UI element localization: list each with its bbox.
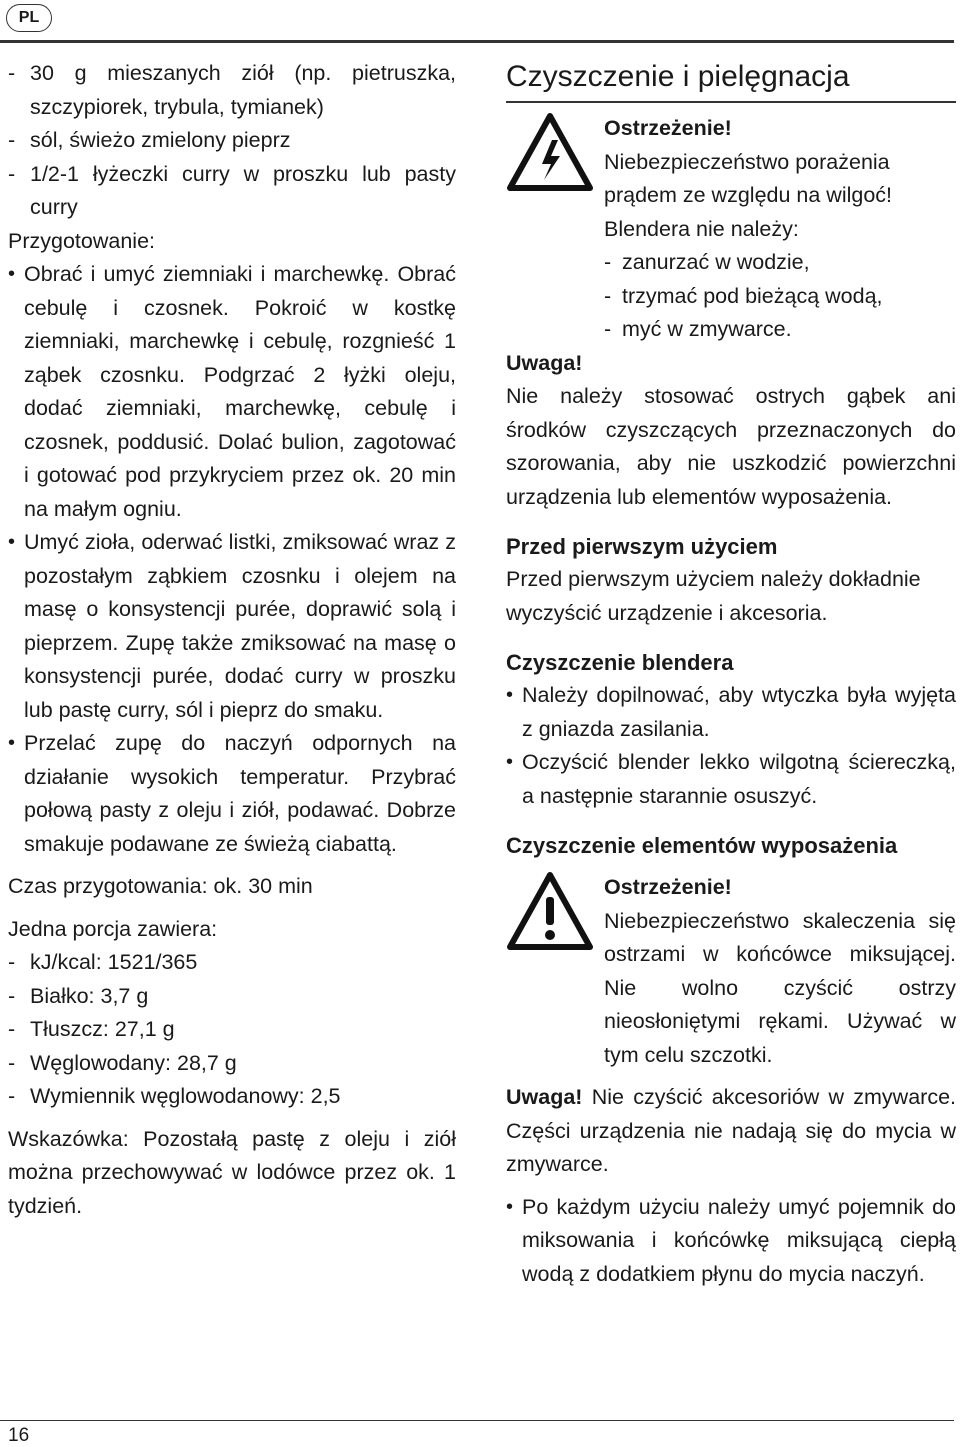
- preparation-time: Czas przygotowania: ok. 30 min: [8, 874, 313, 898]
- step-text: Umyć zioła, oderwać listki, zmiksować wraz z pozostałym ząbkiem czosnku i olejem na masę o konsystencji purée, doprawić solą i pieprzem. Zupę także zmiksować na masę o konsystencji purée, dodać curry w proszku lub pastę curry, sól i pieprz do smaku.: [24, 530, 456, 722]
- accessories-cleaning-heading: Czyszczenie elementów wyposażenia: [506, 833, 898, 858]
- list-item-text: Oczyścić blender lekko wilgotną ściereczką, a następnie starannie osuszyć.: [522, 750, 956, 808]
- storage-tip: Wskazówka: Pozostałą pastę z oleju i ziół można przechowywać w lodówce przez ok. 1 tydzień.: [8, 1126, 456, 1218]
- note-text: Nie należy stosować ostrych gąbek ani środków czyszczących przeznaczonych do szorowania, aby nie uszkodzić powierzchni urządzenia lub elementów wyposażenia.: [506, 384, 956, 509]
- note-label: Uwaga!: [506, 350, 583, 375]
- bullet-marker: •: [506, 1195, 514, 1218]
- dash-marker: -: [8, 983, 16, 1008]
- accessories-note: [506, 1081, 956, 1182]
- dash-marker: -: [8, 61, 16, 85]
- blade-warning-text: [604, 871, 956, 1072]
- preparation-heading: Przygotowanie:: [8, 228, 155, 253]
- page-number: 16: [8, 1425, 30, 1446]
- preparation-step: [8, 727, 456, 861]
- ingredient-item: [8, 57, 456, 124]
- first-use-text: Przed pierwszym użyciem należy dokładnie wyczyścić urządzenie i akcesoria.: [506, 567, 921, 625]
- warning-item-text: myć w zmywarce.: [622, 317, 792, 341]
- nutrition-heading: Jedna porcja zawiera:: [8, 916, 218, 941]
- ingredient-text: 1/2-1 łyżeczki curry w proszku lub pasty curry: [30, 161, 456, 219]
- preparation-step: [8, 526, 456, 727]
- warning-item: [604, 246, 956, 280]
- warning-item: [604, 313, 956, 347]
- warning-item-text: zanurzać w wodzie,: [622, 250, 810, 274]
- electric-warning-text: [604, 112, 956, 347]
- dash-marker: -: [8, 1050, 16, 1075]
- ingredient-item: [8, 158, 456, 225]
- language-badge: PL: [6, 4, 52, 32]
- nutrition-text: Węglowodany: 28,7 g: [30, 1050, 237, 1075]
- list-item: [506, 679, 956, 746]
- bullet-marker: •: [506, 684, 514, 706]
- nutrition-item: [8, 946, 456, 980]
- dash-marker: -: [8, 1017, 16, 1041]
- warning-title: Ostrzeżenie!: [604, 116, 732, 140]
- nutrition-text: Białko: 3,7 g: [30, 983, 149, 1008]
- blender-cleaning-heading: Czyszczenie blendera: [506, 650, 734, 675]
- dash-marker: -: [8, 128, 16, 152]
- nutrition-text: kJ/kcal: 1521/365: [30, 950, 198, 974]
- list-item: [506, 1191, 956, 1292]
- ingredient-item: [8, 124, 456, 158]
- warning-item: [604, 280, 956, 314]
- nutrition-item: [8, 1047, 456, 1081]
- bullet-marker: •: [8, 263, 16, 285]
- ingredient-text: sól, świeżo zmielony pieprz: [30, 128, 291, 152]
- note-text: Nie czyścić akcesoriów w zmywarce. Części urządzenia nie nadają się do mycia w zmywarce.: [506, 1085, 957, 1176]
- nutrition-item: [8, 1080, 456, 1114]
- bullet-marker: •: [8, 531, 16, 553]
- first-use-heading: Przed pierwszym użyciem: [506, 534, 778, 559]
- bullet-marker: •: [8, 732, 16, 754]
- dash-marker: -: [8, 1084, 16, 1108]
- warning-title: Ostrzeżenie!: [604, 875, 732, 899]
- nutrition-item: [8, 1013, 456, 1047]
- note-label: Uwaga!: [506, 1085, 583, 1109]
- warning-intro: Blendera nie należy:: [604, 216, 799, 241]
- nutrition-text: Wymiennik węglowodanowy: 2,5: [30, 1084, 341, 1108]
- warning-triangle-icon: [506, 871, 594, 951]
- dash-marker: -: [604, 283, 612, 308]
- list-item-text: Należy dopilnować, aby wtyczka była wyjęta z gniazda zasilania.: [522, 683, 956, 741]
- dash-marker: -: [604, 250, 612, 274]
- section-title: Czyszczenie i pielęgnacja: [506, 57, 956, 103]
- dash-marker: -: [8, 950, 16, 974]
- dash-marker: -: [604, 317, 612, 341]
- nutrition-text: Tłuszcz: 27,1 g: [30, 1017, 175, 1041]
- step-text: Obrać i umyć ziemniaki i marchewkę. Obrać cebulę i czosnek. Pokroić w kostkę ziemniaki, marchewkę i cebulę, rozgnieść 1 ząbek czosnku. Podgrzać 2 łyżki oleju, dodać ziemniaki, marchewkę, cebulę i czosnek, poddusić. Dolać bulion, zagotować i gotować pod przykryciem przez ok. 20 min na małym ogniu.: [24, 262, 456, 521]
- warning-item-text: trzymać pod bieżącą wodą,: [622, 283, 883, 308]
- list-item: [506, 746, 956, 813]
- nutrition-item: [8, 980, 456, 1014]
- ingredient-text: 30 g mieszanych ziół (np. pietruszka, szczypiorek, trybula, tymianek): [30, 61, 456, 119]
- warning-description: Niebezpieczeństwo skaleczenia się ostrzami w końcówce miksującej. Nie wolno czyścić ostrzy nieosłoniętymi rękami. Używać w tym celu szczotki.: [604, 908, 956, 1067]
- left-column: [8, 57, 456, 1223]
- electric-hazard-icon: [506, 112, 594, 192]
- preparation-step: [8, 258, 456, 526]
- step-text: Przelać zupę do naczyń odpornych na działanie wysokich temperatur. Przybrać połową pasty z oleju i ziół, podawać. Dobrze smakuje podawane ze świeżą ciabattą.: [24, 731, 456, 856]
- list-item-text: Po każdym użyciu należy umyć pojemnik do miksowania i końcówkę miksującą ciepłą wodą z dodatkiem płynu do mycia naczyń.: [522, 1194, 956, 1286]
- dash-marker: -: [8, 161, 16, 186]
- footer-rule: [0, 1420, 954, 1421]
- bullet-marker: •: [506, 751, 514, 773]
- blade-warning: [506, 871, 956, 1072]
- electric-warning: [506, 112, 956, 347]
- header-rule: [0, 40, 954, 43]
- warning-description: Niebezpieczeństwo porażenia prądem ze względu na wilgoć!: [604, 149, 893, 207]
- right-column: [506, 57, 956, 1291]
